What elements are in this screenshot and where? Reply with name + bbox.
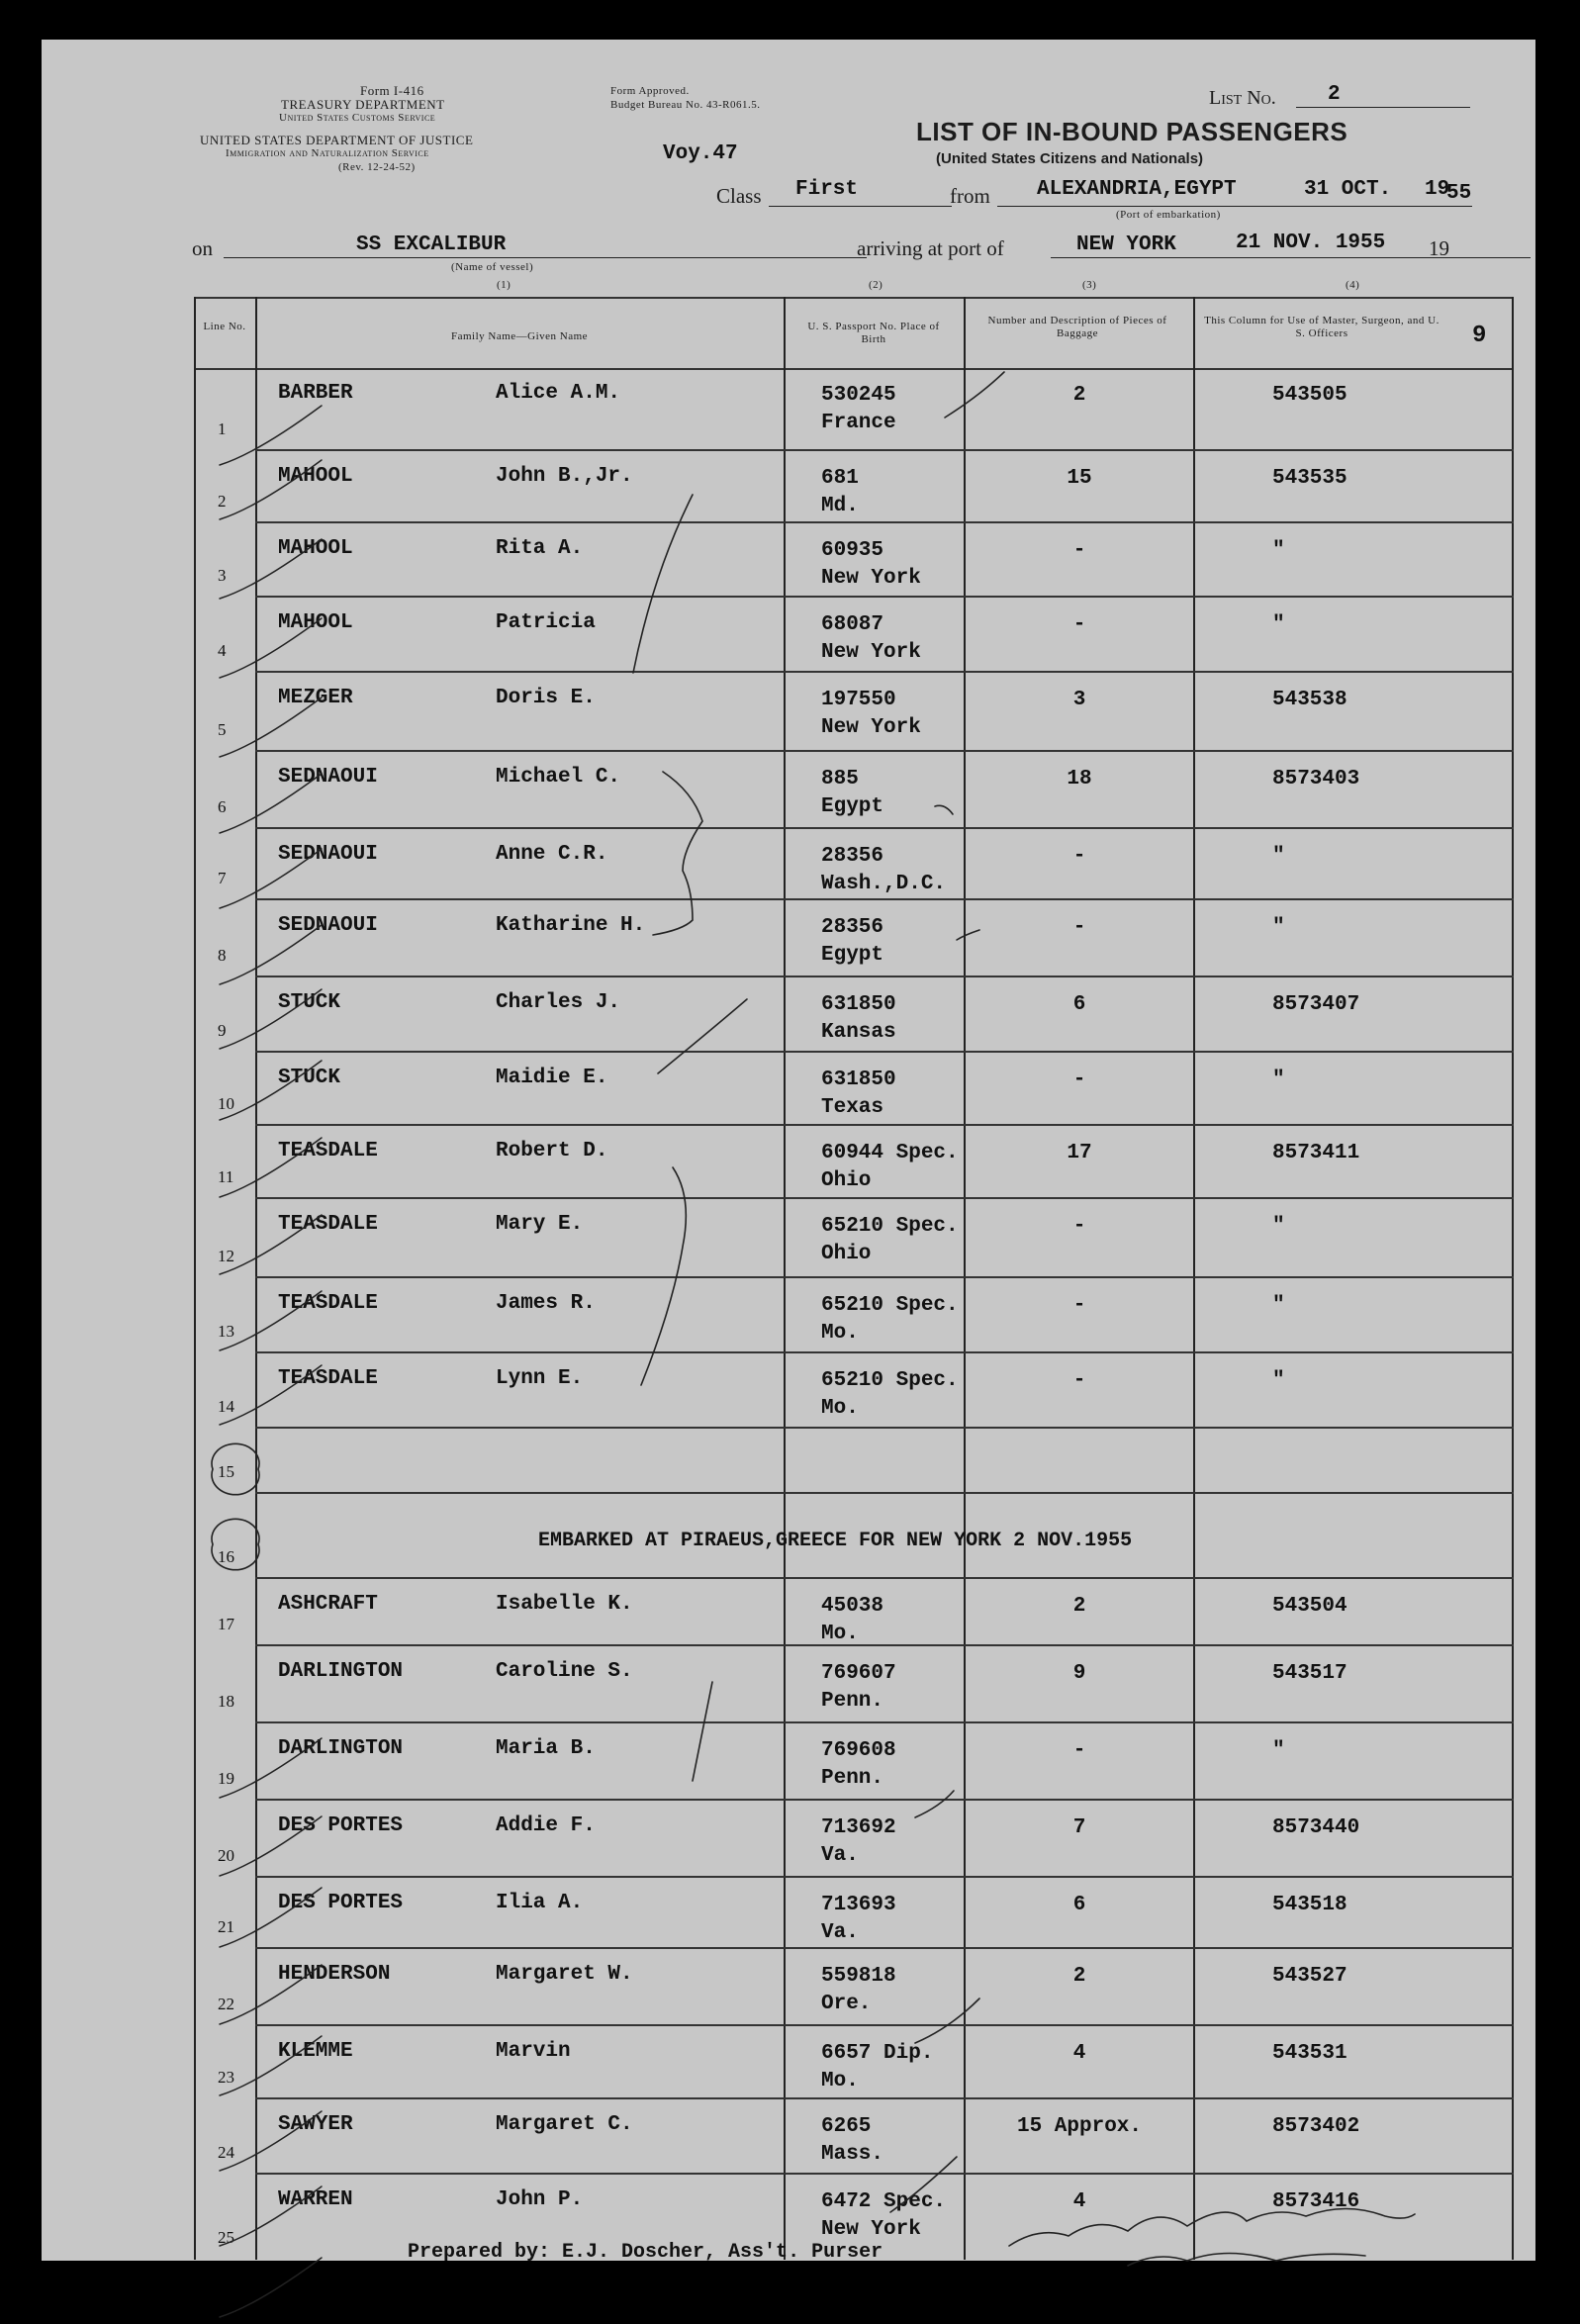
- customs-service: United States Customs Service: [279, 112, 436, 124]
- line-number: 3: [218, 566, 227, 585]
- table-row: [194, 523, 1514, 598]
- officer-number: ": [1272, 1739, 1285, 1762]
- column-number-4: (4): [1346, 279, 1360, 291]
- given-name: John B.,Jr.: [496, 465, 633, 488]
- baggage-count: 4: [1072, 2190, 1086, 2213]
- baggage-count: -: [1072, 1215, 1086, 1238]
- table-top-border: [194, 297, 1514, 299]
- passport-number: 6657 Dip.: [821, 2042, 934, 2065]
- passport-number: 769607: [821, 1662, 896, 1685]
- line-number: 17: [218, 1615, 234, 1633]
- form-number: Form I-416: [360, 83, 424, 98]
- passport-number: 885: [821, 768, 859, 790]
- line-number: 21: [218, 1917, 234, 1936]
- list-no-label: List No.: [1209, 87, 1276, 109]
- budget-bureau: Budget Bureau No. 43-R061.5.: [610, 99, 761, 111]
- list-no-underline: [1296, 107, 1470, 108]
- line-number: 2: [218, 492, 227, 511]
- given-name: Katharine H.: [496, 914, 646, 937]
- table-row: [194, 598, 1514, 673]
- column-number-1: (1): [497, 279, 511, 291]
- baggage-count: 2: [1072, 384, 1086, 407]
- officer-number: 8573440: [1272, 1816, 1360, 1839]
- line-number: 5: [218, 720, 227, 739]
- line-number: 15: [218, 1462, 234, 1481]
- place-of-birth: Mo.: [821, 1397, 859, 1420]
- table-row: [194, 2026, 1514, 2099]
- passport-number: 530245: [821, 384, 896, 407]
- table-row: [194, 829, 1514, 900]
- place-of-birth: Mo.: [821, 1322, 859, 1345]
- line-number: 14: [218, 1397, 234, 1416]
- passport-number: 60935: [821, 539, 884, 562]
- on-label: on: [192, 236, 213, 260]
- place-of-birth: Ore.: [821, 1993, 872, 2015]
- given-name: Mary E.: [496, 1213, 584, 1236]
- baggage-count: 15 Approx.: [1016, 2115, 1143, 2138]
- place-of-birth: Egypt: [821, 795, 884, 818]
- class-underline: [769, 206, 952, 207]
- class-value: First: [795, 178, 859, 201]
- line-number: 6: [218, 797, 227, 816]
- baggage-count: 17: [1067, 1142, 1092, 1164]
- line-number: 23: [218, 2068, 234, 2087]
- baggage-count: -: [1072, 539, 1086, 562]
- given-name: Charles J.: [496, 991, 621, 1014]
- baggage-count: 6: [1072, 993, 1086, 1016]
- officer-number: ": [1272, 845, 1285, 868]
- place-of-birth: Ohio: [821, 1243, 872, 1265]
- vessel-underline: [224, 257, 867, 258]
- given-name: Margaret W.: [496, 1963, 633, 1986]
- column-header-officers: This Column for Use of Master, Surgeon, and U. S. Officers: [1204, 315, 1440, 339]
- family-name: MAHOOL: [278, 465, 353, 488]
- given-name: Caroline S.: [496, 1660, 633, 1683]
- officer-number: 543518: [1272, 1894, 1348, 1916]
- line-number: 10: [218, 1094, 234, 1113]
- passport-number: 197550: [821, 689, 896, 711]
- baggage-count: -: [1072, 845, 1086, 868]
- passport-number: 28356: [821, 845, 884, 868]
- family-name: SEDNAOUI: [278, 843, 378, 866]
- place-of-birth: Kansas: [821, 1021, 896, 1044]
- line-number: 24: [218, 2143, 234, 2162]
- table-row: [194, 1429, 1514, 1494]
- table-row: [194, 1579, 1514, 1646]
- given-name: Margaret C.: [496, 2113, 633, 2136]
- column-header-passport: U. S. Passport No. Place of Birth: [807, 321, 940, 345]
- family-name: WARREN: [278, 2188, 353, 2211]
- given-name: John P.: [496, 2188, 584, 2211]
- embarkation-year-prefix: 19: [1425, 178, 1450, 201]
- embarkation-date: 31 OCT.: [1304, 178, 1392, 201]
- officer-number: ": [1272, 916, 1285, 939]
- family-name: SEDNAOUI: [278, 766, 378, 789]
- given-name: Rita A.: [496, 537, 584, 560]
- passport-number: 60944 Spec.: [821, 1142, 959, 1164]
- family-name: STUCK: [278, 1067, 341, 1089]
- place-of-birth: Penn.: [821, 1767, 884, 1790]
- family-name: BARBER: [278, 382, 353, 405]
- line-number: 11: [218, 1167, 234, 1186]
- family-name: SAWYER: [278, 2113, 353, 2136]
- family-name: DARLINGTON: [278, 1660, 404, 1683]
- from-underline: [997, 206, 1472, 207]
- voyage-number: Voy.47: [663, 142, 738, 165]
- arrival-port: NEW YORK: [1076, 233, 1176, 256]
- place-of-birth: Egypt: [821, 944, 884, 967]
- given-name: Michael C.: [496, 766, 621, 789]
- place-of-birth: Va.: [821, 1921, 859, 1944]
- passport-number: 713693: [821, 1894, 896, 1916]
- officer-number: 8573416: [1272, 2190, 1360, 2213]
- passport-number: 65210 Spec.: [821, 1369, 959, 1392]
- family-name: DES PORTES: [278, 1814, 404, 1837]
- passport-number: 713692: [821, 1816, 896, 1839]
- passport-number: 559818: [821, 1965, 896, 1988]
- passport-number: 769608: [821, 1739, 896, 1762]
- line-number: 8: [218, 946, 227, 965]
- ins-service: Immigration and Naturalization Service: [226, 147, 429, 159]
- line-number: 22: [218, 1995, 234, 2013]
- page-title: LIST OF IN-BOUND PASSENGERS: [916, 117, 1348, 146]
- table-row: [194, 2099, 1514, 2175]
- baggage-count: 2: [1072, 1595, 1086, 1618]
- family-name: MAHOOL: [278, 537, 353, 560]
- given-name: Addie F.: [496, 1814, 596, 1837]
- officer-number: ": [1272, 1215, 1285, 1238]
- arrival-date: 21 NOV. 1955: [1236, 232, 1386, 254]
- passport-number: 45038: [821, 1595, 884, 1618]
- table-row: [194, 1126, 1514, 1199]
- place-of-birth: Mass.: [821, 2143, 884, 2166]
- officer-number: 543517: [1272, 1662, 1348, 1685]
- table-row: [194, 1646, 1514, 1723]
- baggage-count: 3: [1072, 689, 1086, 711]
- given-name: James R.: [496, 1292, 596, 1315]
- baggage-count: -: [1072, 1739, 1086, 1762]
- place-of-birth: Ohio: [821, 1169, 872, 1192]
- place-of-birth: Mo.: [821, 1623, 859, 1645]
- family-name: TEASDALE: [278, 1292, 378, 1315]
- table-row: [194, 451, 1514, 523]
- place-of-birth: Mo.: [821, 2070, 859, 2092]
- table-row: [194, 900, 1514, 977]
- embarkation-year: 55: [1446, 182, 1472, 205]
- given-name: Patricia: [496, 611, 596, 634]
- line-number: 9: [218, 1021, 227, 1040]
- treasury-department: TREASURY DEPARTMENT: [281, 97, 445, 112]
- arrival-year-prefix: 19: [1429, 236, 1449, 260]
- passport-number: 631850: [821, 1069, 896, 1091]
- table-row: [194, 1053, 1514, 1126]
- line-number: 1: [218, 419, 227, 438]
- passport-number: 6265: [821, 2115, 872, 2138]
- table-row: [194, 1723, 1514, 1801]
- table-row: [194, 1278, 1514, 1353]
- table-row: [194, 1878, 1514, 1949]
- family-name: MAHOOL: [278, 611, 353, 634]
- column-number-3: (3): [1082, 279, 1097, 291]
- passport-number: 631850: [821, 993, 896, 1016]
- passport-number: 28356: [821, 916, 884, 939]
- place-of-birth: Texas: [821, 1096, 884, 1119]
- place-of-birth: Md.: [821, 495, 859, 517]
- family-name: TEASDALE: [278, 1140, 378, 1162]
- place-of-birth: New York: [821, 641, 921, 664]
- passport-number: 68087: [821, 613, 884, 636]
- baggage-count: -: [1072, 916, 1086, 939]
- family-name: MEZGER: [278, 687, 353, 709]
- family-name: DES PORTES: [278, 1892, 404, 1914]
- vessel-name: SS EXCALIBUR: [356, 233, 507, 256]
- revision-date: (Rev. 12-24-52): [338, 161, 416, 173]
- given-name: Lynn E.: [496, 1367, 584, 1390]
- officer-number: 543504: [1272, 1595, 1348, 1618]
- page-number: 9: [1472, 323, 1487, 349]
- given-name: Marvin: [496, 2040, 571, 2063]
- place-of-birth: New York: [821, 567, 921, 590]
- baggage-count: -: [1072, 613, 1086, 636]
- line-number: 13: [218, 1322, 234, 1341]
- table-row: [194, 752, 1514, 829]
- port-embarkation-caption: (Port of embarkation): [1116, 209, 1221, 221]
- baggage-count: 4: [1072, 2042, 1086, 2065]
- table-row: [194, 1949, 1514, 2026]
- column-number-2: (2): [869, 279, 883, 291]
- baggage-count: 7: [1072, 1816, 1086, 1839]
- officer-number: 543505: [1272, 384, 1348, 407]
- officer-number: 8573411: [1272, 1142, 1360, 1164]
- line-number: 16: [218, 1547, 234, 1566]
- table-row: [194, 977, 1514, 1053]
- officer-number: 8573403: [1272, 768, 1360, 790]
- given-name: Robert D.: [496, 1140, 608, 1162]
- officer-number: 543538: [1272, 689, 1348, 711]
- officer-number: 8573407: [1272, 993, 1360, 1016]
- given-name: Doris E.: [496, 687, 596, 709]
- column-header-name: Family Name—Given Name: [450, 330, 589, 342]
- tick-mark: [220, 2258, 322, 2317]
- arrival-underline: [1051, 257, 1531, 258]
- officer-number: ": [1272, 1369, 1285, 1392]
- passport-number: 65210 Spec.: [821, 1215, 959, 1238]
- baggage-count: 9: [1072, 1662, 1086, 1685]
- baggage-count: 15: [1067, 467, 1092, 490]
- place-of-birth: New York: [821, 716, 921, 739]
- embarked-note: EMBARKED AT PIRAEUS,GREECE FOR NEW YORK 2 NOV.1955: [538, 1530, 1133, 1552]
- list-number: 2: [1328, 83, 1341, 106]
- passport-number: 681: [821, 467, 859, 490]
- family-name: KLEMME: [278, 2040, 353, 2063]
- line-number: 7: [218, 869, 227, 887]
- prepared-by: Prepared by: E.J. Doscher, Ass't. Purser: [408, 2241, 883, 2264]
- baggage-count: 6: [1072, 1894, 1086, 1916]
- line-number: 18: [218, 1692, 234, 1711]
- table-row: [194, 368, 1514, 451]
- table-row: [194, 673, 1514, 752]
- table-row: [194, 1199, 1514, 1278]
- vessel-caption: (Name of vessel): [451, 261, 534, 273]
- table-row: [194, 1353, 1514, 1429]
- given-name: Maria B.: [496, 1737, 596, 1760]
- page-subtitle: (United States Citizens and Nationals): [936, 150, 1204, 167]
- baggage-count: -: [1072, 1069, 1086, 1091]
- officer-number: 8573402: [1272, 2115, 1360, 2138]
- baggage-count: -: [1072, 1369, 1086, 1392]
- family-name: SEDNAOUI: [278, 914, 378, 937]
- baggage-count: -: [1072, 1294, 1086, 1317]
- column-header-baggage: Number and Description of Pieces of Baggage: [987, 315, 1167, 339]
- officer-number: ": [1272, 1294, 1285, 1317]
- line-number: 20: [218, 1846, 234, 1865]
- given-name: Isabelle K.: [496, 1593, 633, 1616]
- given-name: Anne C.R.: [496, 843, 608, 866]
- baggage-count: 18: [1067, 768, 1092, 790]
- line-number: 25: [218, 2228, 234, 2247]
- officer-number: ": [1272, 1069, 1285, 1091]
- passport-number: 65210 Spec.: [821, 1294, 959, 1317]
- department-of-justice: UNITED STATES DEPARTMENT OF JUSTICE: [200, 133, 474, 147]
- arriving-label: arriving at port of: [857, 236, 1004, 260]
- given-name: Maidie E.: [496, 1067, 608, 1089]
- officer-number: 543531: [1272, 2042, 1348, 2065]
- officer-number: 543535: [1272, 467, 1348, 490]
- column-header-line-no: Line No.: [203, 321, 246, 332]
- place-of-birth: France: [821, 412, 896, 434]
- class-label: Class: [716, 184, 762, 208]
- line-number: 4: [218, 641, 227, 660]
- officer-number: 543527: [1272, 1965, 1348, 1988]
- family-name: ASHCRAFT: [278, 1593, 378, 1616]
- family-name: HENDERSON: [278, 1963, 391, 1986]
- line-number: 12: [218, 1247, 234, 1265]
- place-of-birth: Va.: [821, 1844, 859, 1867]
- port-of-embarkation: ALEXANDRIA,EGYPT: [1037, 178, 1237, 201]
- place-of-birth: New York: [821, 2218, 921, 2241]
- place-of-birth: Penn.: [821, 1690, 884, 1713]
- passport-number: 6472 Spec.: [821, 2190, 947, 2213]
- table-row: [194, 1801, 1514, 1878]
- family-name: DARLINGTON: [278, 1737, 404, 1760]
- given-name: Alice A.M.: [496, 382, 621, 405]
- place-of-birth: Wash.,D.C.: [821, 873, 947, 895]
- family-name: STUCK: [278, 991, 341, 1014]
- line-number: 19: [218, 1769, 234, 1788]
- passenger-table: [194, 297, 1514, 2260]
- from-label: from: [950, 184, 990, 208]
- officer-number: ": [1272, 539, 1285, 562]
- family-name: TEASDALE: [278, 1367, 378, 1390]
- family-name: TEASDALE: [278, 1213, 378, 1236]
- given-name: Ilia A.: [496, 1892, 584, 1914]
- form-approved: Form Approved.: [610, 85, 690, 97]
- officer-number: ": [1272, 613, 1285, 636]
- baggage-count: 2: [1072, 1965, 1086, 1988]
